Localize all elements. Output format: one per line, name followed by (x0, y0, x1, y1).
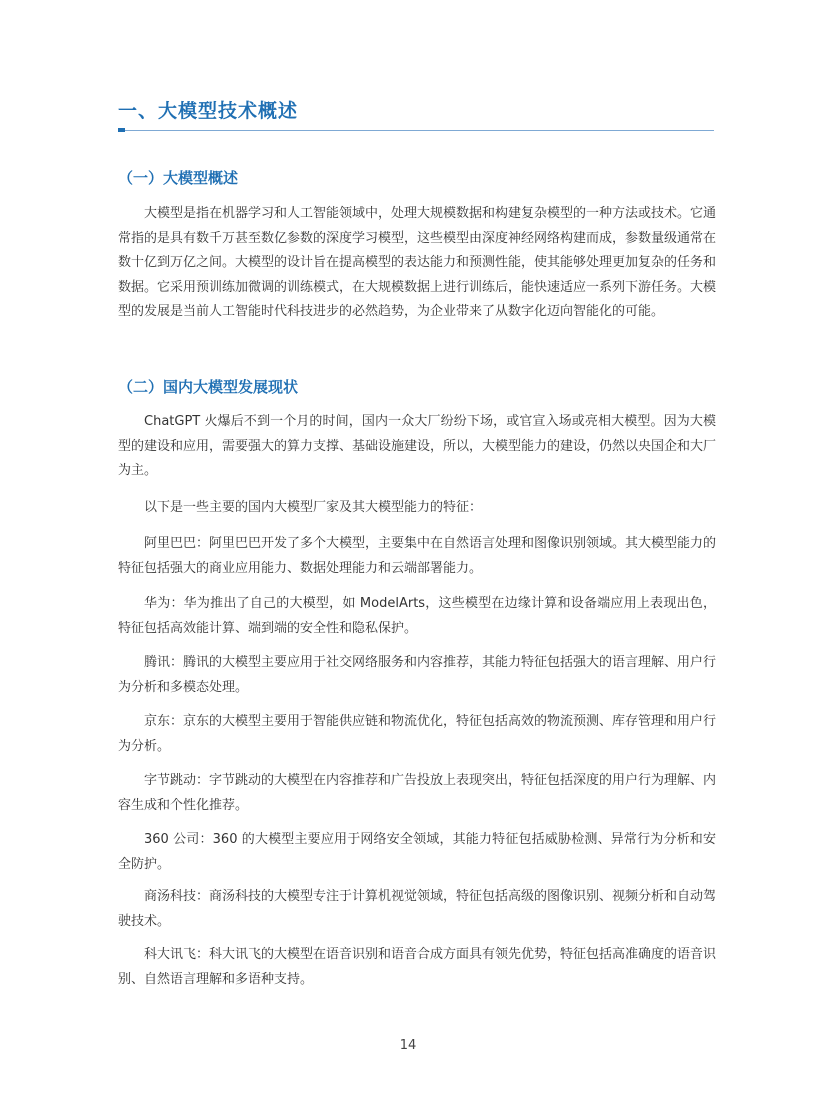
paragraph-sensetime: 商汤科技：商汤科技的大模型专注于计算机视觉领域，特征包括高级的图像识别、视频分析和自动驾驶技术。 (118, 889, 717, 929)
section-title-domestic-status: （二）国内大模型发展现状 (118, 378, 299, 396)
paragraph: ChatGPT 火爆后不到一个月的时间，国内一众大厂纷纷下场，或官宣入场或亮相大模型。因为大模型的建设和应用，需要强大的算力支撑、基础设施建设，所以，大模型能力的建设，仍然以央国企和大厂为主。 (118, 414, 717, 479)
section-title-overview: （一）大模型概述 (118, 169, 239, 187)
paragraph: 大模型是指在机器学习和人工智能领域中，处理大规模数据和构建复杂模型的一种方法或技术。它通常指的是具有数千万甚至数亿参数的深度学习模型，这些模型由深度神经网络构建而成，参数量级通常在数十亿到万亿之间。大模型的设计旨在提高模型的表达能力和预测性能，使其能够处理更加复杂的任务和数据。它采用预训练加微调的训练模式，在大规模数据上进行训练后，能快速适应一系列下游任务。大模型的发展是当前人工智能时代科技进步的必然趋势，为企业带来了从数字化迈向智能化的可能。 (118, 206, 717, 320)
paragraph-alibaba: 阿里巴巴：阿里巴巴开发了多个大模型，主要集中在自然语言处理和图像识别领域。其大模型能力的特征包括强大的商业应用能力、数据处理能力和云端部署能力。 (118, 536, 717, 576)
title-underline-accent (118, 128, 125, 132)
title-underline (118, 130, 714, 131)
paragraph-jd: 京东：京东的大模型主要用于智能供应链和物流优化，特征包括高效的物流预测、库存管理和用户行为分析。 (118, 714, 717, 754)
paragraph-bytedance: 字节跳动：字节跳动的大模型在内容推荐和广告投放上表现突出，特征包括深度的用户行为理解、内容生成和个性化推荐。 (118, 773, 717, 813)
page-number: 14 (399, 1038, 417, 1053)
paragraph: 以下是一些主要的国内大模型厂家及其大模型能力的特征： (144, 500, 483, 515)
paragraph-iflytek: 科大讯飞：科大讯飞的大模型在语音识别和语音合成方面具有领先优势，特征包括高准确度的语音识别、自然语言理解和多语种支持。 (118, 947, 717, 987)
chapter-title: 一、大模型技术概述 (118, 100, 299, 122)
paragraph-360: 360 公司：360 的大模型主要应用于网络安全领域，其能力特征包括威胁检测、异常行为分析和安全防护。 (118, 832, 716, 872)
paragraph-huawei: 华为：华为推出了自己的大模型，如 ModelArts，这些模型在边缘计算和设备端应用上表现出色，特征包括高效能计算、端到端的安全性和隐私保护。 (118, 596, 716, 636)
paragraph-tencent: 腾讯：腾讯的大模型主要应用于社交网络服务和内容推荐，其能力特征包括强大的语言理解、用户行为分析和多模态处理。 (118, 655, 717, 695)
